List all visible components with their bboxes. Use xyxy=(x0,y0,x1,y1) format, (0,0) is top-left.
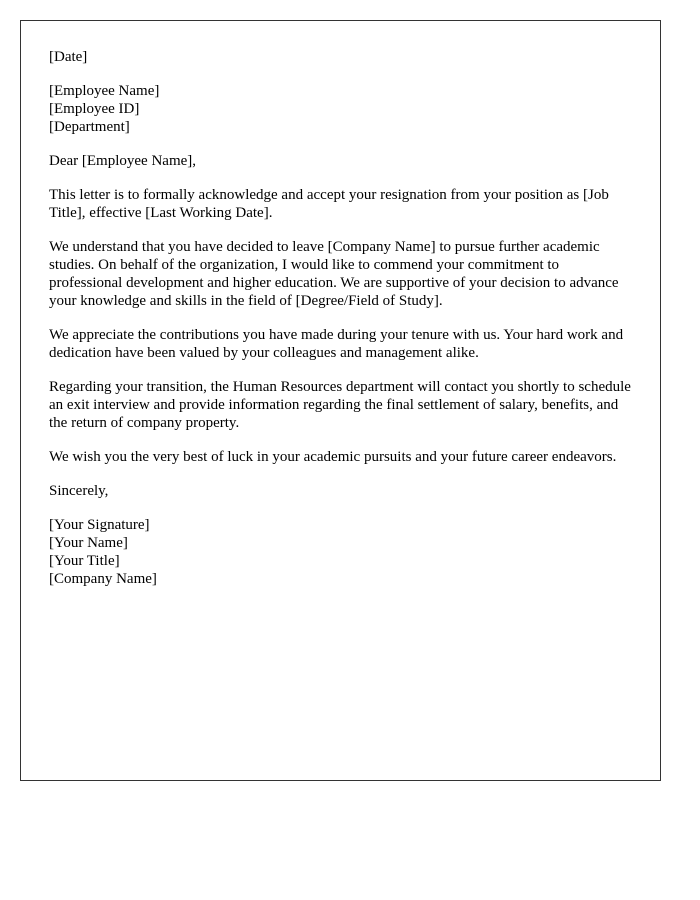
body-paragraph-appreciation: We appreciate the contributions you have made during your tenure with us. Your hard work and dedication have been valued by your colleagues and management alike. xyxy=(49,327,624,361)
body-paragraph-wishes: We wish you the very best of luck in your academic pursuits and your future career endeavors. xyxy=(49,449,617,465)
recipient-department: [Department] xyxy=(49,119,130,135)
recipient-name: [Employee Name] xyxy=(49,83,160,99)
recipient-block xyxy=(49,82,632,136)
letter-date: [Date] xyxy=(49,49,88,65)
signature: [Your Signature] xyxy=(49,517,150,533)
signature-block xyxy=(49,516,632,588)
sender-name: [Your Name] xyxy=(49,535,128,551)
salutation: Dear [Employee Name], xyxy=(49,153,197,169)
body-paragraph-transition: Regarding your transition, the Human Resources department will contact you shortly to schedule an exit interview and provide information regarding the final settlement of salary, benefits, and the return of company property. xyxy=(49,379,631,431)
sender-company: [Company Name] xyxy=(49,571,157,587)
sender-title: [Your Title] xyxy=(49,553,120,569)
body-paragraph-studies: We understand that you have decided to leave [Company Name] to pursue further academic studies. On behalf of the organization, I would like to commend your commitment to professional development and higher education. We are supportive of your decision to advance your knowledge and skills in the field of [Degree/Field of Study]. xyxy=(49,239,619,309)
letter-page xyxy=(20,20,661,781)
body-paragraph-acknowledgement: This letter is to formally acknowledge and accept your resignation from your position as [Job Title], effective [Last Working Date]. xyxy=(49,187,609,221)
closing: Sincerely, xyxy=(49,483,109,499)
recipient-id: [Employee ID] xyxy=(49,101,140,117)
